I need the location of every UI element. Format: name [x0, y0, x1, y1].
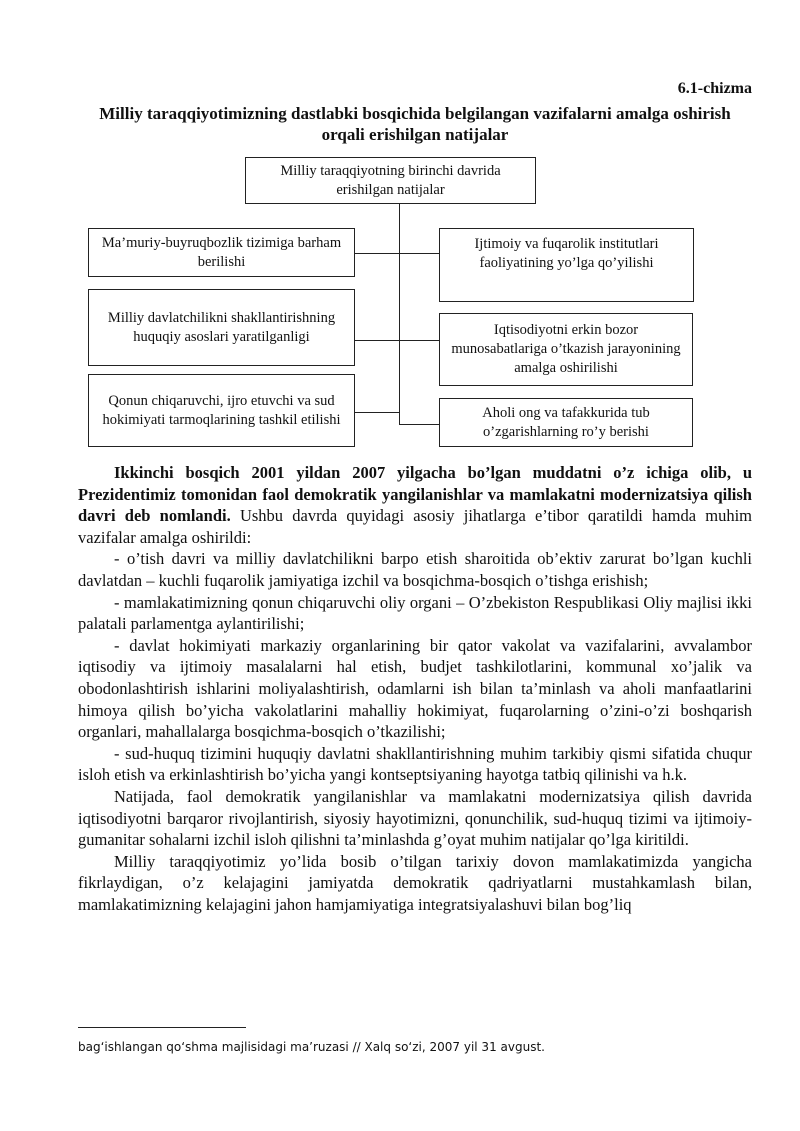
bullet-1: - o’tish davri va milliy davlatchilikni barpo etish sharoitida ob’ektiv zarurat bo’lgan kuchli davlatdan – kuchli fuqarolik jamiyatiga izchil va bosqichma-bosqich o’tishga erishish;: [78, 549, 752, 590]
paragraph-results: Natijada, faol demokratik yangilanishlar va mamlakatni modernizatsiya qilish davrida iqtisodiyotni barqaror rivojlantirish, siyosiy hayotimizni, qonunchilik, sud-huquq tizimi va ijtimoiy-gumanitar sohalarni izchil isloh qilishni ta’minlashda g’oyat muhim natijalar qo’lga kiritildi.: [78, 786, 752, 850]
connector-right-1: [399, 253, 439, 254]
diagram-left-box-1: [88, 228, 355, 277]
diagram-right-text-3: Aholi ong va tafakkurida tub o’zgarishlarning ro’y berishi: [482, 404, 650, 440]
diagram-right-text-1: Ijtimoiy va fuqarolik institutlari faoliyatining yo’lga qo’yilishi: [474, 236, 659, 271]
bullet-2: - mamlakatimizning qonun chiqaruvchi oliy organi – O’zbekiston Respublikasi Oliy majlisi ikki palatali parlamentga aylantirilishi;: [78, 592, 752, 634]
paragraph-intro-rest: Ushbu davrda quyidagi asosiy jihatlarga e’tibor qaratildi hamda muhim vazifalar amalga oshirildi:: [78, 506, 752, 547]
paragraph-intro-bold: Ikkinchi bosqich 2001 yildan 2007 yilgacha bo’lgan muddatni o’z ichiga olib, u Prezidentimiz tomonidan faol demokratik yangilanishlar va mamlakatni modernizatsiya qilish davri deb nomlandi.: [78, 463, 752, 526]
figure-label: 6.1-chizma: [677, 80, 752, 97]
figure-title: Milliy taraqqiyotimizning dastlabki bosqichida belgilangan vazifalarni amalga oshirish orqali erishilgan natijalar: [99, 104, 731, 144]
diagram-root-box: [245, 157, 536, 204]
connector-left-3: [355, 412, 399, 413]
diagram-left-box-3: [88, 374, 355, 447]
diagram-right-text-2: Iqtisodiyotni erkin bozor munosabatlariga o’tkazish jarayonining amalga oshirilishi: [451, 322, 681, 376]
diagram-right-box-3: [439, 398, 693, 447]
diagram-left-text-3: Qonun chiqaruvchi, ijro etuvchi va sud hokimiyati tarmoqlarining tashkil etilishi: [102, 392, 341, 428]
diagram-root-text: Milliy taraqqiyotning birinchi davrida erishilgan natijalar: [280, 162, 501, 198]
diagram-left-text-1: Ma’muriy-buyruqbozlik tizimiga barham berilishi: [101, 234, 342, 270]
connector-right-3: [399, 424, 439, 425]
diagram-right-box-1: [439, 228, 694, 302]
body-text: [78, 462, 752, 915]
footnote-divider: [78, 1027, 246, 1028]
diagram-left-box-2: [88, 289, 355, 366]
paragraph-path: Milliy taraqqiyotimiz yo’lida bosib o’tilgan tarixiy dovon mamlakatimizda yangicha fikrlaydigan, o’z kelajagini jamiyatda demokratik qadriyatlarni mustahkamlash bilan, mamlakatimizning kelajagini jahon hamjamiyatiga integratsiyalashuvi bilan bog’liq: [78, 851, 752, 914]
diagram-left-text-2: Milliy davlatchilikni shakllantirishning huquqiy asoslari yaratilganligi: [107, 309, 336, 345]
connector-left-1: [355, 253, 399, 254]
bullet-4: - sud-huquq tizimini huquqiy davlatni shakllantirishning muhim tarkibiy qismi sifatida chuqur isloh etish va erkinlashtirish bo’yicha yangi kontseptsiyaning hayotga tatbiq qilinishi va h.k.: [78, 743, 752, 785]
footnote: bag‘ishlangan qo‘shma majlisidagi ma’ruzasi // Xalq so‘zi, 2007 yil 31 avgust.: [78, 1040, 545, 1054]
bullet-3: - davlat hokimiyati markaziy organlarining bir qator vakolat va vazifalarini, avvalambor iqtisodiy va ijtimoiy masalalarni hal etish, budjet tashkilotlarini, kommunal xo’jalik va obodonlashtirish ishlarini moliyalashtirish, odamlarni ish bilan ta’minlash va aholi manfaatlarini himoya qilish bo’yicha vakolatlarini mahalliy hokimiyat, fuqarolarning o’zini-o’zi boshqarish organlari, mahallalarga bosqichma-bosqich o’tkazilishi;: [78, 635, 752, 742]
paragraph-intro: [78, 462, 752, 548]
diagram-right-box-2: [439, 313, 693, 386]
connector-left-2: [355, 340, 399, 341]
connector-right-2: [399, 340, 439, 341]
connector-vertical: [399, 204, 400, 424]
